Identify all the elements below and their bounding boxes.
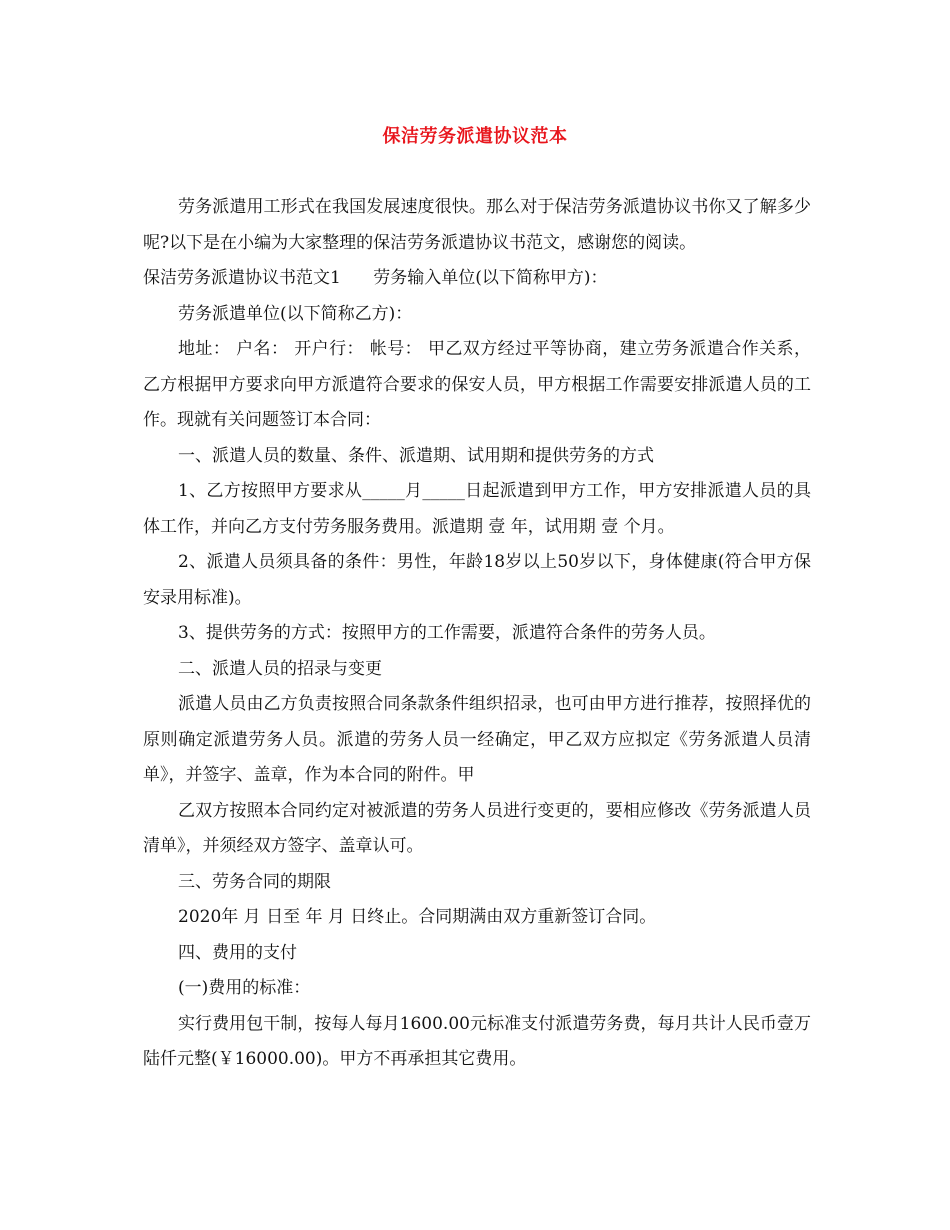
clause-2-1: 派遣人员由乙方负责按照合同条款条件组织招录，也可由甲方进行推荐，按照择优的原则确定派遣劳务人员。派遣的劳务人员一经确定，甲乙双方应拟定《劳务派遣人员清单》，并签字、盖章，作为本合同的附件。甲 bbox=[143, 694, 811, 785]
clause-1-1: 1、乙方按照甲方要求从_____月_____日起派遣到甲方工作，甲方安排派遣人员的具体工作，并向乙方支付劳务服务费用。派遣期 壹 年，试用期 壹 个月。 bbox=[143, 481, 811, 537]
paragraph-address: 地址： 户名： 开户行： 帐号： 甲乙双方经过平等协商，建立劳务派遣合作关系，乙方根据甲方要求向甲方派遣符合要求的保安人员，甲方根据工作需要安排派遣人员的工作。现就有关问题签订本合同： bbox=[143, 339, 811, 430]
section-heading-3: 三、劳务合同的期限 bbox=[178, 871, 331, 892]
clause-4-1: 实行费用包干制，按每人每月1600.00元标准支付派遣劳务费，每月共计人民币壹万陆仟元整(￥16000.00)。甲方不再承担其它费用。 bbox=[143, 1013, 811, 1069]
clause-2-2: 乙双方按照本合同约定对被派遣的劳务人员进行变更的，要相应修改《劳务派遣人员清单》，并须经双方签字、盖章认可。 bbox=[143, 800, 811, 856]
section-heading-4: 四、费用的支付 bbox=[178, 942, 297, 963]
paragraph-party-b: 劳务派遣单位(以下简称乙方)： bbox=[178, 303, 413, 324]
document-title: 保洁劳务派遣协议范本 bbox=[382, 126, 568, 147]
section-heading-2: 二、派遣人员的招录与变更 bbox=[178, 658, 382, 679]
paragraph-sample-heading: 保洁劳务派遣协议书范文1 劳务输入单位(以下简称甲方)： bbox=[143, 268, 608, 288]
clause-4-heading: (一)费用的标准： bbox=[178, 978, 311, 998]
clause-3-1: 2020年 月 日至 年 月 日终止。合同期满由双方重新签订合同。 bbox=[178, 907, 657, 927]
document-body bbox=[143, 190, 811, 1078]
clause-1-3: 3、提供劳务的方式：按照甲方的工作需要，派遣符合条件的劳务人员。 bbox=[178, 623, 716, 643]
paragraph-intro: 劳务派遣用工形式在我国发展速度很快。那么对于保洁劳务派遣协议书你又了解多少呢?以下是在小编为大家整理的保洁劳务派遣协议书范文，感谢您的阅读。 bbox=[143, 197, 811, 253]
clause-1-2: 2、派遣人员须具备的条件：男性，年龄18岁以上50岁以下，身体健康(符合甲方保安录用标准)。 bbox=[143, 552, 811, 608]
section-heading-1: 一、派遣人员的数量、条件、派遣期、试用期和提供劳务的方式 bbox=[178, 445, 654, 466]
